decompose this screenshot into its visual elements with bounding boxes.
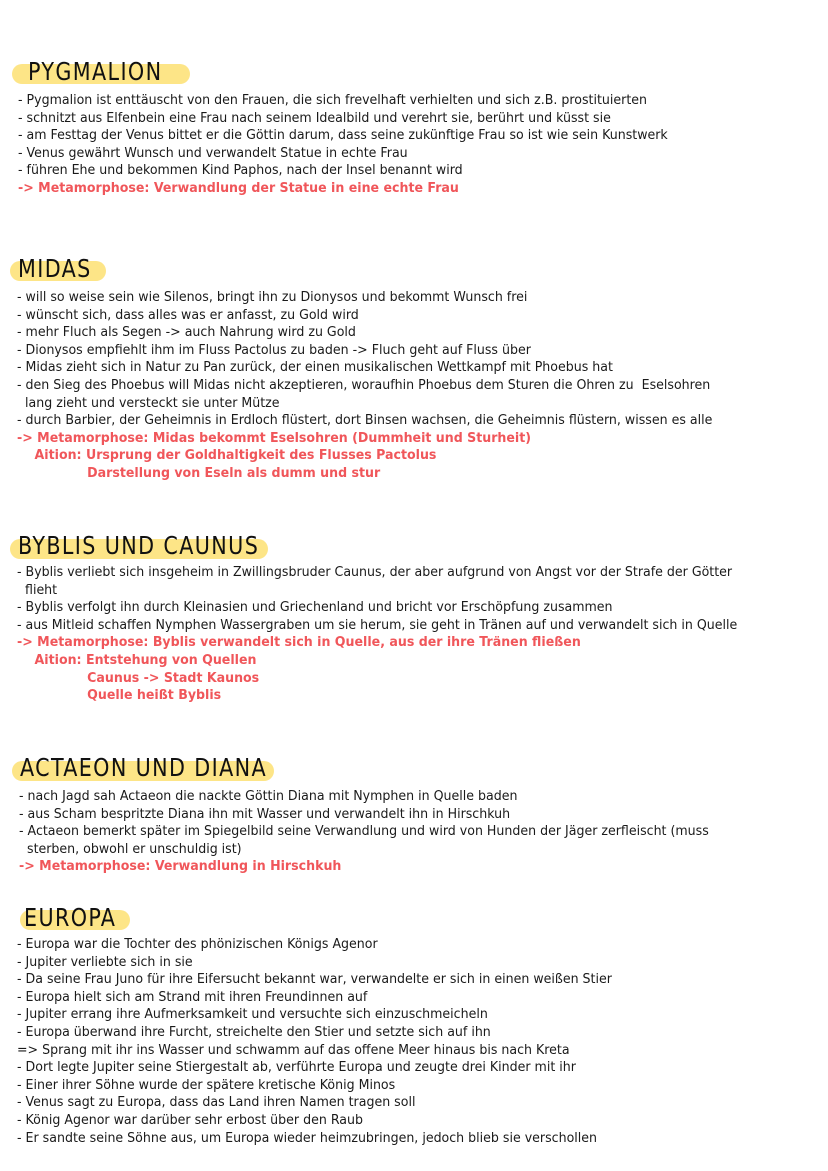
bullet-line: - aus Scham bespritzte Diana ihn mit Wasser und verwandelt ihn in Hirschkuh <box>19 806 511 822</box>
bullet-line: - mehr Fluch als Segen -> auch Nahrung wird zu Gold <box>17 325 356 341</box>
bullet-line: - Europa war die Tochter des phönizischen Königs Agenor <box>17 937 378 952</box>
bullet-line: - Da seine Frau Juno für ihre Eifersucht bekannt war, verwandelte er sich in einen weißen Stier <box>17 972 612 988</box>
aition-line: Aition: Entstehung von Quellen <box>17 652 257 668</box>
section-title: ACTAEON UND DIANA <box>20 753 268 782</box>
bullet-line: - Midas zieht sich in Natur zu Pan zurück, der einen musikalischen Wettkampf mit Phoebus hat <box>17 360 613 376</box>
bullet-line: - am Festtag der Venus bittet er die Göttin darum, dass seine zukünftige Frau so ist wie sein Kunstwerk <box>18 128 668 144</box>
bullet-line: - aus Mitleid schaffen Nymphen Wassergraben um sie herum, sie geht in Tränen auf und verwandelt sich in Quelle <box>17 617 738 633</box>
bullet-line: - Europa hielt sich am Strand mit ihren Freundinnen auf <box>17 989 368 1005</box>
bullet-line: - Actaeon bemerkt später im Spiegelbild seine Verwandlung und wird von Hunden der Jäger zerfleischt (muss <box>19 824 709 840</box>
bullet-line: - Jupiter errang ihre Aufmerksamkeit und versuchte sich einzuschmeicheln <box>17 1007 488 1023</box>
bullet-line: - Pygmalion ist enttäuscht von den Frauen, die sich frevelhaft verhielten und sich z.B. prostituierten <box>18 93 648 108</box>
bullet-line: - wünscht sich, dass alles was er anfasst, zu Gold wird <box>17 307 359 323</box>
bullet-line: sterben, obwohl er unschuldig ist) <box>19 841 242 857</box>
metamorphose-line: -> Metamorphose: Verwandlung der Statue in eine echte Frau <box>18 180 459 196</box>
metamorphose-line: -> Metamorphose: Byblis verwandelt sich in Quelle, aus der ihre Tränen fließen <box>17 635 581 651</box>
bullet-line: => Sprang mit ihr ins Wasser und schwamm auf das offene Meer hinaus bis nach Kreta <box>17 1042 570 1058</box>
aition-line: Caunus -> Stadt Kaunos <box>17 670 260 686</box>
section-actaeon-und-diana <box>0 752 828 875</box>
section-body <box>18 92 818 198</box>
section-heading <box>0 56 828 90</box>
section-heading <box>0 902 828 936</box>
section-body <box>17 289 818 483</box>
bullet-line: - nach Jagd sah Actaeon die nackte Göttin Diana mit Nymphen in Quelle baden <box>19 789 518 804</box>
bullet-line: - Venus gewährt Wunsch und verwandelt Statue in echte Frau <box>18 145 408 161</box>
bullet-line: - Venus sagt zu Europa, dass das Land ihren Namen tragen soll <box>17 1095 416 1111</box>
section-title: PYGMALION <box>28 57 163 86</box>
bullet-line: - Einer ihrer Söhne wurde der spätere kretische König Minos <box>17 1077 396 1093</box>
section-europa <box>0 902 828 1146</box>
section-byblis-und-caunus <box>0 530 828 704</box>
bullet-line: flieht <box>17 582 58 598</box>
bullet-line: - führen Ehe und bekommen Kind Paphos, nach der Insel benannt wird <box>18 163 463 179</box>
section-body <box>17 564 818 705</box>
section-title: EUROPA <box>24 903 117 932</box>
bullet-line: - Europa überwand ihre Furcht, streichelte den Stier und setzte sich auf ihn <box>17 1024 491 1040</box>
section-body <box>17 936 818 1147</box>
bullet-line: - durch Barbier, der Geheimnis in Erdloch flüstert, dort Binsen wachsen, die Geheimnis flüstern, wissen es alle <box>17 413 713 429</box>
bullet-line: - König Agenor war darüber sehr erbost über den Raub <box>17 1112 363 1128</box>
section-title: MIDAS <box>18 254 92 283</box>
aition-line: Darstellung von Eseln als dumm und stur <box>17 465 381 481</box>
metamorphose-line: -> Metamorphose: Verwandlung in Hirschkuh <box>19 859 342 875</box>
aition-line: Quelle heißt Byblis <box>17 688 222 704</box>
bullet-line: - will so weise sein wie Silenos, bringt ihn zu Dionysos und bekommt Wunsch frei <box>17 290 528 305</box>
section-heading <box>0 752 828 786</box>
bullet-line: - Dionysos empfiehlt ihm im Fluss Pactolus zu baden -> Fluch geht auf Fluss über <box>17 342 531 358</box>
aition-line: Aition: Ursprung der Goldhaltigkeit des Flusses Pactolus <box>17 448 437 464</box>
section-midas <box>0 253 828 481</box>
bullet-line: - schnitzt aus Elfenbein eine Frau nach seinem Idealbild und verehrt sie, berührt und küsst sie <box>18 110 611 126</box>
section-title: BYBLIS UND CAUNUS <box>18 531 260 560</box>
bullet-line: - Byblis verliebt sich insgeheim in Zwillingsbruder Caunus, der aber aufgrund von Angst vor der Strafe der Götter <box>17 565 733 580</box>
bullet-line: - Dort legte Jupiter seine Stiergestalt ab, verführte Europa und zeugte drei Kinder mit ihr <box>17 1060 576 1076</box>
metamorphose-line: -> Metamorphose: Midas bekommt Eselsohren (Dummheit und Sturheit) <box>17 430 532 446</box>
bullet-line: - den Sieg des Phoebus will Midas nicht akzeptieren, woraufhin Phoebus dem Sturen die Ohren zu Eselsohren <box>17 377 711 393</box>
section-heading <box>0 530 828 564</box>
section-pygmalion <box>0 56 828 196</box>
section-heading <box>0 253 828 287</box>
bullet-line: - Er sandte seine Söhne aus, um Europa wieder heimzubringen, jedoch blieb sie verschollen <box>17 1130 598 1146</box>
bullet-line: lang zieht und versteckt sie unter Mütze <box>17 395 280 411</box>
bullet-line: - Byblis verfolgt ihn durch Kleinasien und Griechenland und bricht vor Erschöpfung zusammen <box>17 600 613 616</box>
bullet-line: - Jupiter verliebte sich in sie <box>17 954 193 970</box>
section-body <box>19 788 818 876</box>
